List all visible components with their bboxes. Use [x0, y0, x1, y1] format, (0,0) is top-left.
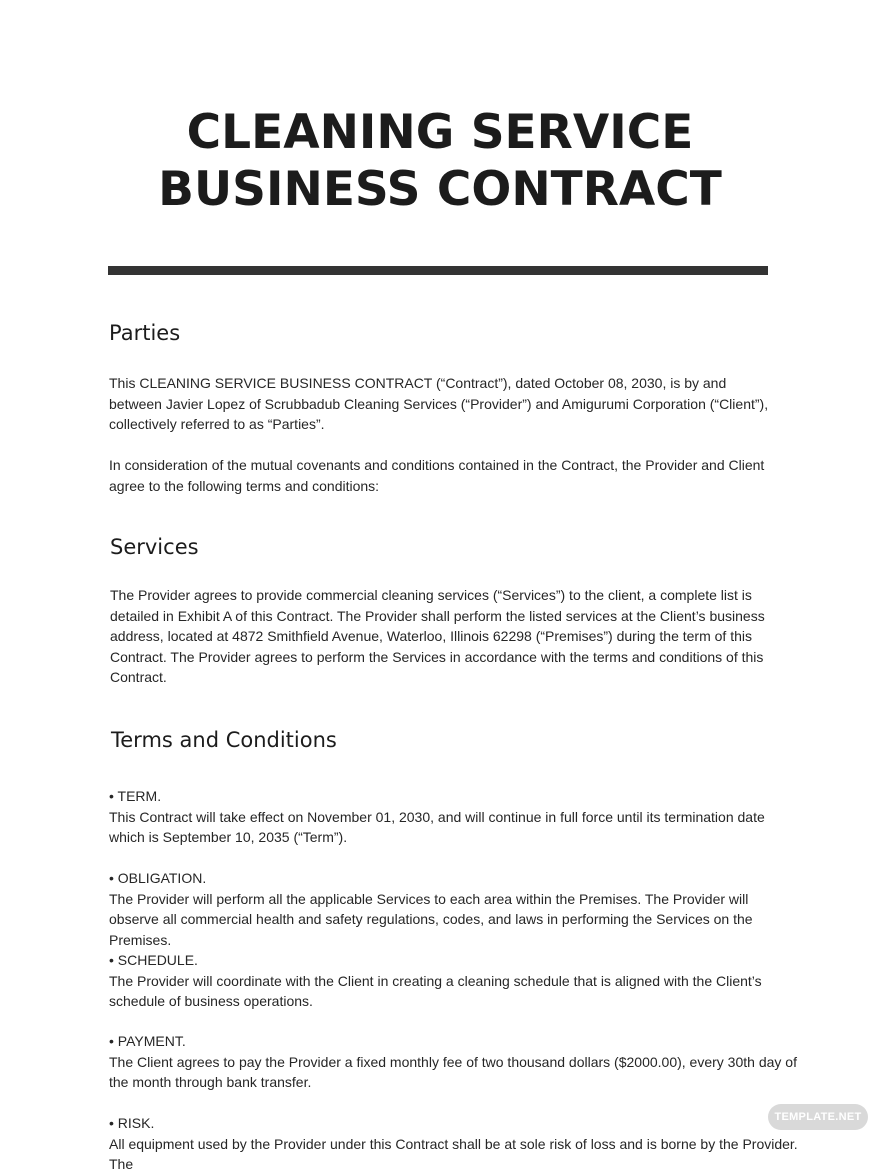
clause-obligation-text: The Provider will perform all the applicable Services to each area within the Premises. The Provider will observe all commercial health and safety regulations, codes, and laws in performing the Services on the Premises. [109, 890, 753, 948]
clause-risk-label: • RISK. [109, 1115, 155, 1131]
title-line-2: BUSINESS CONTRACT [158, 162, 722, 217]
clause-risk [109, 1113, 799, 1175]
parties-paragraph-2: In consideration of the mutual covenants and conditions contained in the Contract, the Provider and Client agree to the following terms and conditions: [109, 457, 765, 494]
title-line-1: CLEANING SERVICE [186, 105, 694, 160]
clause-payment-text: The Client agrees to pay the Provider a fixed monthly fee of two thousand dollars ($2000.00), every 30th day of the month through bank transfer. [109, 1053, 797, 1090]
template-watermark-badge: TEMPLATE.NET [768, 1104, 868, 1130]
parties-paragraph-1: This CLEANING SERVICE BUSINESS CONTRACT (“Contract”), dated October 08, 2030, is by and between Javier Lopez of Scrubbadub Cleaning Services (“Provider”) and Amigurumi Corporation (“Client”), collectively referred to as “Parties”. [109, 375, 769, 432]
clause-risk-text: All equipment used by the Provider under this Contract shall be at sole risk of loss and is borne by the Provider. The [109, 1135, 798, 1172]
clause-term-label: • TERM. [109, 788, 162, 804]
clause-schedule-text: The Provider will coordinate with the Client in creating a cleaning schedule that is aligned with the Client’s schedule of business operations. [109, 972, 762, 1009]
parties-heading: Parties [109, 321, 181, 345]
clause-obligation-label: • OBLIGATION. [109, 870, 207, 886]
clause-term-text: This Contract will take effect on November 01, 2030, and will continue in full force until its termination date which is September 10, 2035 (“Term”). [109, 808, 765, 845]
document-title [0, 104, 880, 218]
clause-payment [109, 1031, 799, 1093]
terms-heading: Terms and Conditions [111, 728, 337, 752]
services-heading: Services [110, 535, 199, 559]
clause-schedule-label: • SCHEDULE. [109, 952, 198, 968]
title-divider [108, 266, 768, 275]
clause-term [109, 786, 779, 848]
clause-schedule [109, 950, 779, 1012]
clause-obligation [109, 868, 799, 950]
services-paragraph: The Provider agrees to provide commercial cleaning services (“Services”) to the client, a complete list is detailed in Exhibit A of this Contract. The Provider shall perform the listed services at the Client’s business address, located at 4872 Smithfield Avenue, Waterloo, Illinois 62298 (“Premises”) during the term of this Contract. The Provider agrees to perform the Services in accordance with the terms and conditions of this Contract. [110, 587, 765, 685]
clause-payment-label: • PAYMENT. [109, 1033, 186, 1049]
